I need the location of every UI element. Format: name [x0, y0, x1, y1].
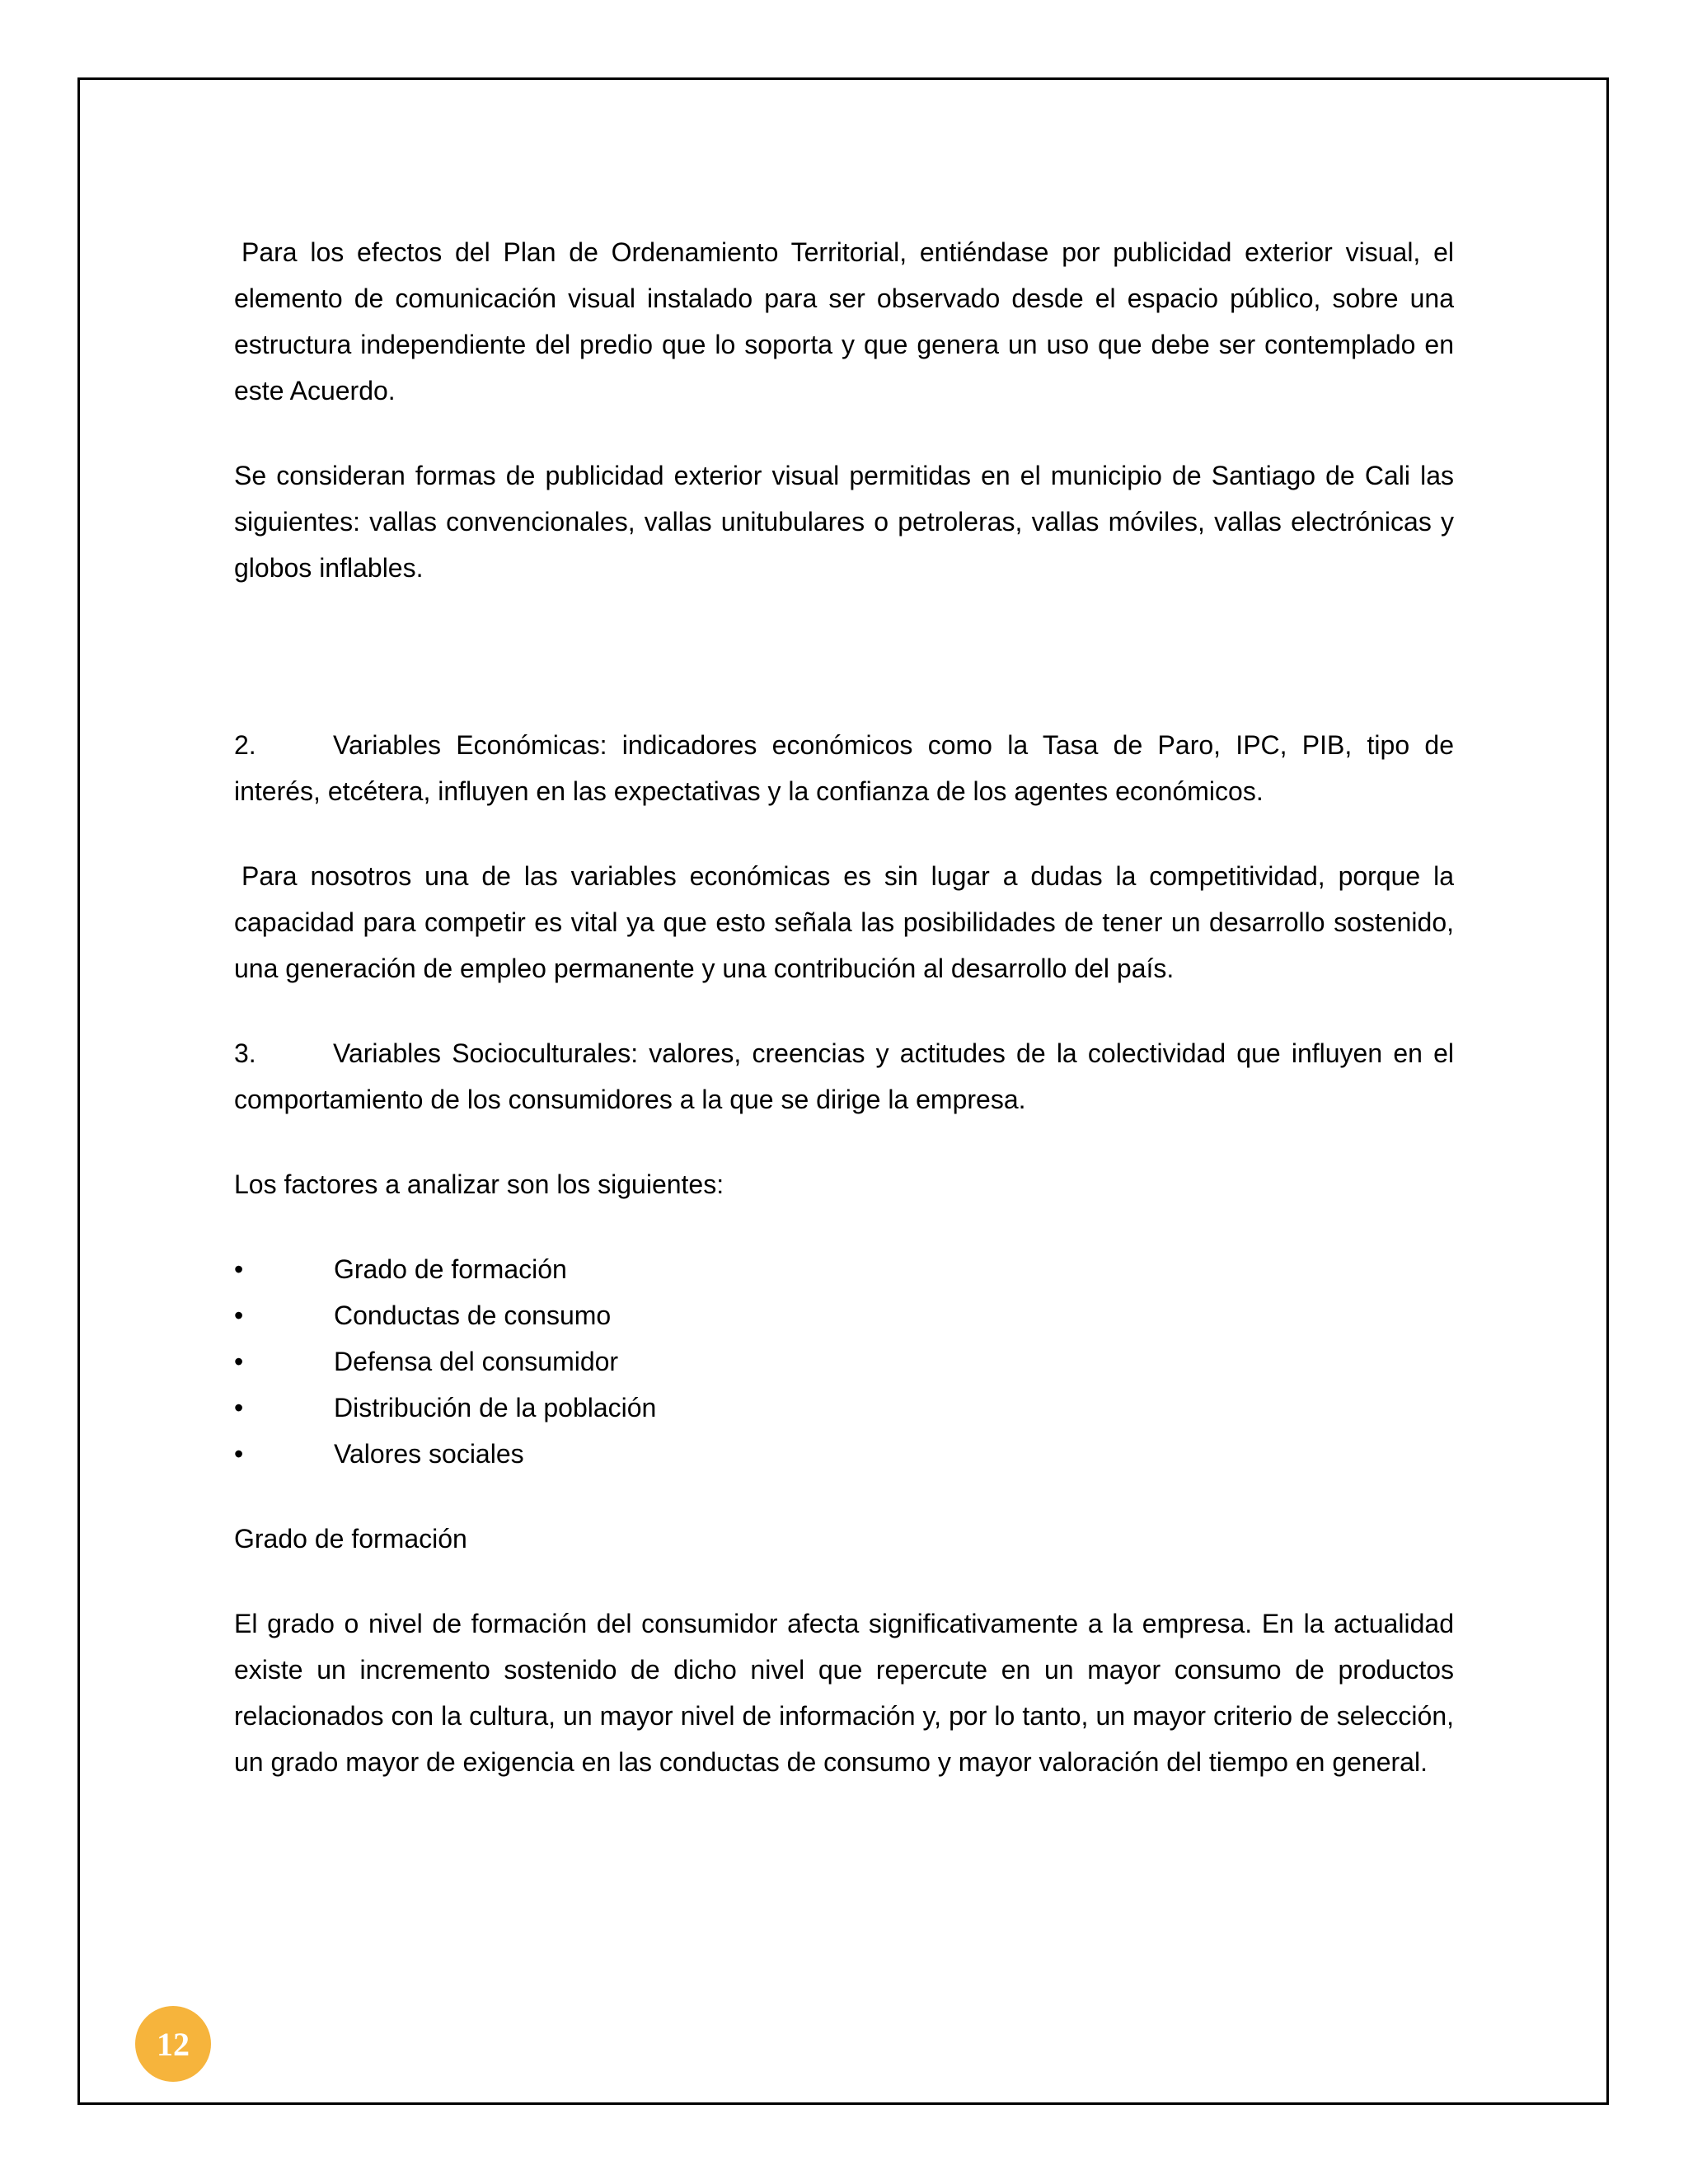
bullet-icon: •: [234, 1439, 244, 1469]
list-item-text: Valores sociales: [334, 1439, 524, 1469]
paragraph-factores-intro: Los factores a analizar son los siguientes:: [234, 1169, 724, 1199]
item-number: 3.: [234, 1038, 256, 1068]
paragraph-grado-formacion: El grado o nivel de formación del consumidor afecta significativamente a la empresa. En la actualidad existe un incremento sostenido de dicho nivel que repercute en un mayor consumo de productos relacionados con la cultura, un mayor nivel de información y, por lo tanto, un mayor criterio de selección, un grado mayor de exigencia en las conductas de consumo y mayor valoración del tiempo en general.: [234, 1609, 1454, 1777]
section-subheading: Grado de formación: [234, 1524, 467, 1554]
page-number-badge: [135, 2006, 211, 2082]
factors-bullet-list: [234, 1246, 1454, 1477]
list-item-text: Distribución de la población: [334, 1393, 657, 1422]
list-item-text: Grado de formación: [334, 1254, 567, 1284]
paragraph-publicidad-definicion: Para los efectos del Plan de Ordenamiento Territorial, entiéndase por publicidad exterior visual, el elemento de comunicación visual instalado para ser observado desde el espacio público, sobre una estructura independiente del predio que lo soporta y que genera un uso que debe ser contemplado en este Acuerdo.: [234, 237, 1454, 405]
list-item: [234, 1338, 1454, 1385]
list-item-text: Defensa del consumidor: [334, 1347, 619, 1376]
item-text: Variables Económicas: indicadores económicos como la Tasa de Paro, IPC, PIB, tipo de interés, etcétera, influyen en las expectativas y la confianza de los agentes económicos.: [234, 730, 1454, 806]
list-item: [234, 1385, 1454, 1431]
document-body: [234, 229, 1454, 1785]
item-number: 2.: [234, 730, 256, 760]
bullet-icon: •: [234, 1301, 244, 1330]
bullet-icon: •: [234, 1393, 244, 1422]
list-item: [234, 1431, 1454, 1477]
list-item: [234, 1292, 1454, 1338]
numbered-item-socioculturales: [234, 1030, 1454, 1122]
list-item-text: Conductas de consumo: [334, 1301, 612, 1330]
list-item: [234, 1246, 1454, 1292]
paragraph-competitividad: Para nosotros una de las variables económicas es sin lugar a dudas la competitividad, porque la capacidad para competir es vital ya que esto señala las posibilidades de tener un desarrollo sostenido, una generación de empleo permanente y una contribución al desarrollo del país.: [234, 861, 1454, 983]
page-number: 12: [157, 2025, 190, 2063]
numbered-item-economicas: [234, 722, 1454, 814]
bullet-icon: •: [234, 1347, 244, 1376]
paragraph-formas-publicidad: Se consideran formas de publicidad exterior visual permitidas en el municipio de Santiago de Cali las siguientes: vallas convencionales, vallas unitubulares o petroleras, vallas móviles, vallas electrónicas y globos inflables.: [234, 461, 1454, 583]
bullet-icon: •: [234, 1254, 244, 1284]
item-text: Variables Socioculturales: valores, creencias y actitudes de la colectividad que influyen en el comportamiento de los consumidores a la que se dirige la empresa.: [234, 1038, 1454, 1114]
